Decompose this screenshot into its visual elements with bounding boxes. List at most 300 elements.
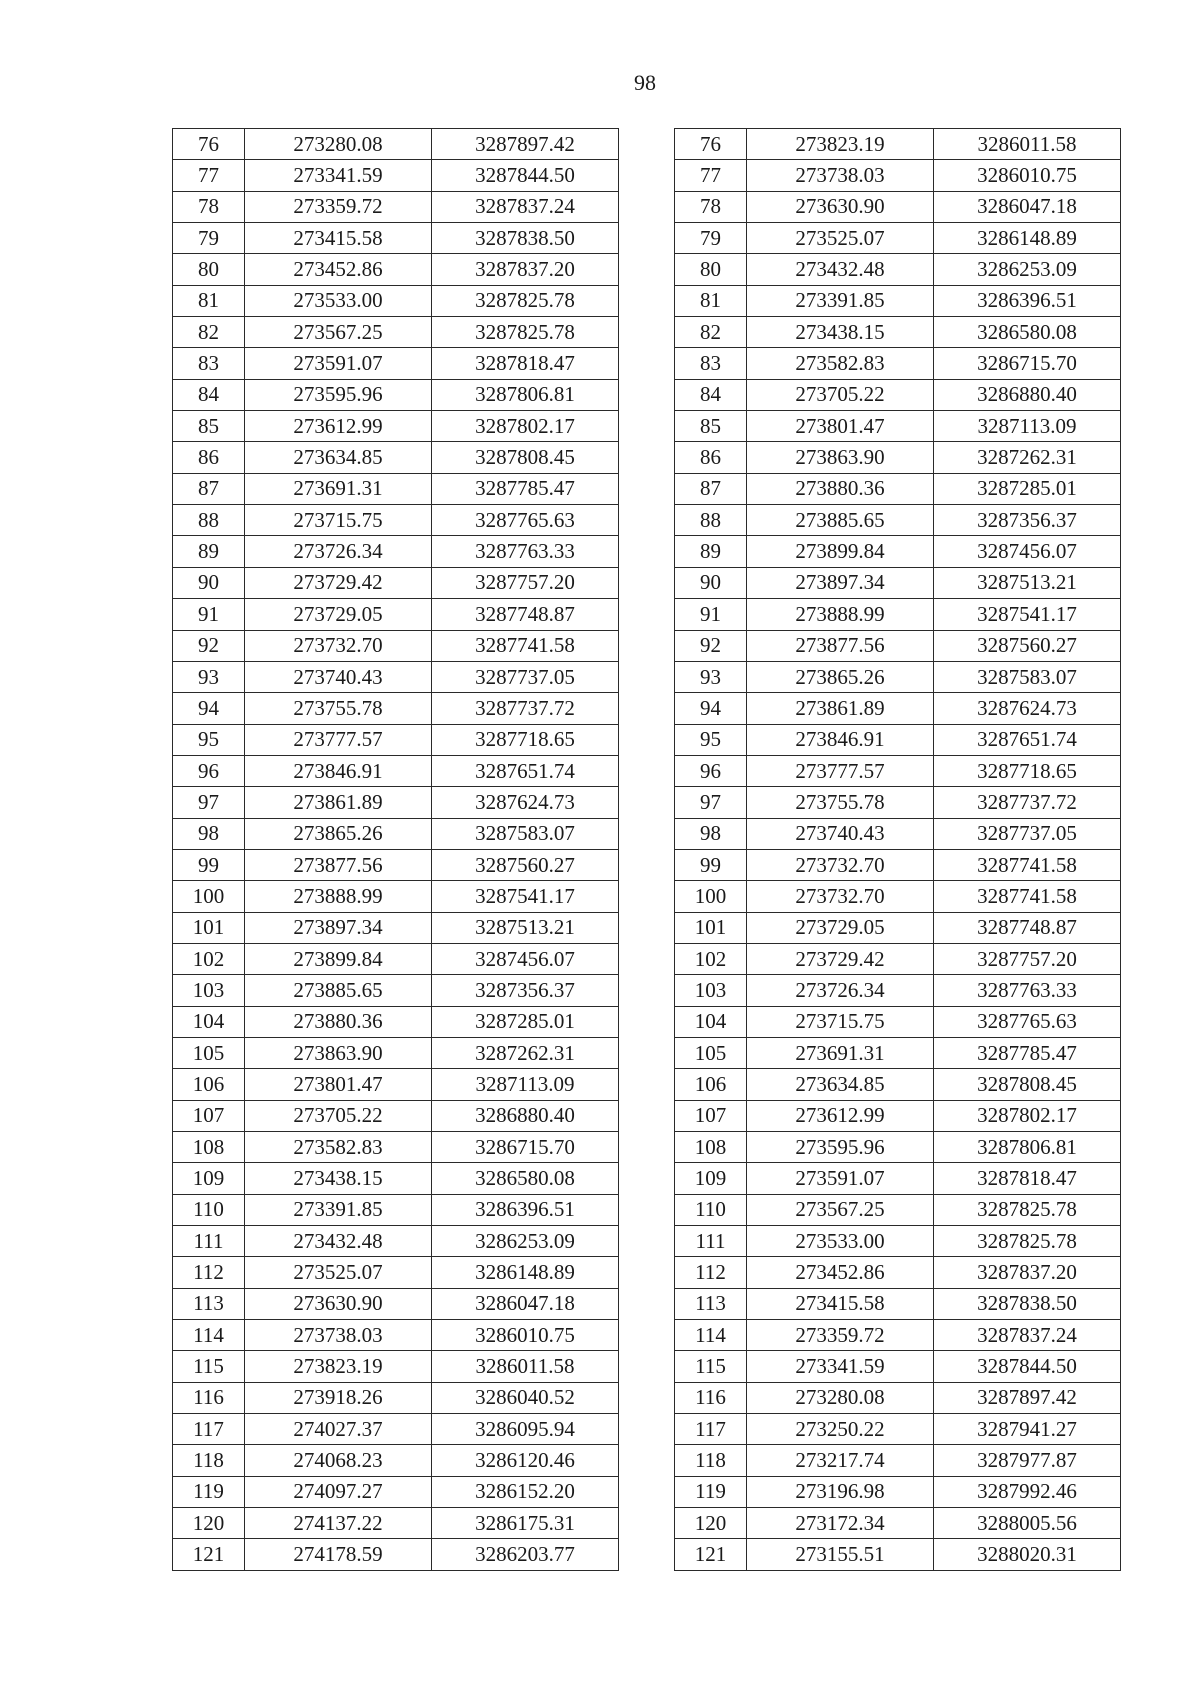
table-row xyxy=(173,599,1121,630)
right-x-coordinate: 273715.75 xyxy=(747,1006,934,1037)
table-row xyxy=(173,724,1121,755)
left-x-coordinate: 273861.89 xyxy=(245,787,432,818)
left-point-number: 77 xyxy=(173,160,245,191)
right-x-coordinate: 273880.36 xyxy=(747,473,934,504)
left-x-coordinate: 273732.70 xyxy=(245,630,432,661)
right-point-number: 113 xyxy=(675,1288,747,1319)
column-gap xyxy=(619,724,675,755)
right-x-coordinate: 273729.42 xyxy=(747,943,934,974)
right-y-coordinate: 3286715.70 xyxy=(934,348,1121,379)
left-point-number: 87 xyxy=(173,473,245,504)
left-x-coordinate: 273823.19 xyxy=(245,1351,432,1382)
right-y-coordinate: 3287737.05 xyxy=(934,818,1121,849)
right-point-number: 103 xyxy=(675,975,747,1006)
table-row xyxy=(173,348,1121,379)
left-x-coordinate: 273533.00 xyxy=(245,285,432,316)
right-x-coordinate: 273438.15 xyxy=(747,317,934,348)
column-gap xyxy=(619,1226,675,1257)
column-gap xyxy=(619,943,675,974)
left-x-coordinate: 273432.48 xyxy=(245,1226,432,1257)
left-x-coordinate: 273877.56 xyxy=(245,849,432,880)
left-point-number: 96 xyxy=(173,755,245,786)
table-row xyxy=(173,411,1121,442)
left-y-coordinate: 3287757.20 xyxy=(432,567,619,598)
table-row xyxy=(173,285,1121,316)
right-point-number: 90 xyxy=(675,567,747,598)
table-row xyxy=(173,1006,1121,1037)
coordinate-table-body xyxy=(173,129,1121,1571)
right-y-coordinate: 3287456.07 xyxy=(934,536,1121,567)
table-row xyxy=(173,160,1121,191)
left-y-coordinate: 3286120.46 xyxy=(432,1445,619,1476)
left-x-coordinate: 273415.58 xyxy=(245,223,432,254)
right-y-coordinate: 3287651.74 xyxy=(934,724,1121,755)
right-point-number: 80 xyxy=(675,254,747,285)
left-point-number: 121 xyxy=(173,1539,245,1570)
left-x-coordinate: 273755.78 xyxy=(245,693,432,724)
table-row xyxy=(173,1351,1121,1382)
table-row xyxy=(173,1414,1121,1445)
left-point-number: 119 xyxy=(173,1476,245,1507)
left-y-coordinate: 3286715.70 xyxy=(432,1132,619,1163)
table-row xyxy=(173,379,1121,410)
column-gap xyxy=(619,975,675,1006)
table-row xyxy=(173,1226,1121,1257)
left-point-number: 115 xyxy=(173,1351,245,1382)
table-row xyxy=(173,1069,1121,1100)
column-gap xyxy=(619,191,675,222)
table-row xyxy=(173,1163,1121,1194)
right-x-coordinate: 273732.70 xyxy=(747,849,934,880)
left-x-coordinate: 273885.65 xyxy=(245,975,432,1006)
table-row xyxy=(173,1508,1121,1539)
right-point-number: 88 xyxy=(675,505,747,536)
left-point-number: 86 xyxy=(173,442,245,473)
left-x-coordinate: 273888.99 xyxy=(245,881,432,912)
column-gap xyxy=(619,1539,675,1570)
left-point-number: 102 xyxy=(173,943,245,974)
right-x-coordinate: 273525.07 xyxy=(747,223,934,254)
right-point-number: 82 xyxy=(675,317,747,348)
left-point-number: 91 xyxy=(173,599,245,630)
left-x-coordinate: 273591.07 xyxy=(245,348,432,379)
column-gap xyxy=(619,442,675,473)
left-x-coordinate: 273525.07 xyxy=(245,1257,432,1288)
right-point-number: 121 xyxy=(675,1539,747,1570)
table-row xyxy=(173,1320,1121,1351)
right-point-number: 93 xyxy=(675,661,747,692)
right-y-coordinate: 3286396.51 xyxy=(934,285,1121,316)
left-point-number: 79 xyxy=(173,223,245,254)
right-point-number: 81 xyxy=(675,285,747,316)
table-row xyxy=(173,317,1121,348)
right-x-coordinate: 273861.89 xyxy=(747,693,934,724)
right-x-coordinate: 273899.84 xyxy=(747,536,934,567)
right-x-coordinate: 273432.48 xyxy=(747,254,934,285)
right-y-coordinate: 3287262.31 xyxy=(934,442,1121,473)
left-y-coordinate: 3287285.01 xyxy=(432,1006,619,1037)
left-point-number: 94 xyxy=(173,693,245,724)
left-y-coordinate: 3286880.40 xyxy=(432,1100,619,1131)
right-y-coordinate: 3287741.58 xyxy=(934,881,1121,912)
table-row xyxy=(173,975,1121,1006)
left-point-number: 84 xyxy=(173,379,245,410)
left-y-coordinate: 3287802.17 xyxy=(432,411,619,442)
table-row xyxy=(173,567,1121,598)
left-y-coordinate: 3287583.07 xyxy=(432,818,619,849)
right-point-number: 87 xyxy=(675,473,747,504)
right-y-coordinate: 3287763.33 xyxy=(934,975,1121,1006)
right-point-number: 91 xyxy=(675,599,747,630)
right-x-coordinate: 273888.99 xyxy=(747,599,934,630)
right-y-coordinate: 3286580.08 xyxy=(934,317,1121,348)
right-y-coordinate: 3287560.27 xyxy=(934,630,1121,661)
right-y-coordinate: 3286010.75 xyxy=(934,160,1121,191)
column-gap xyxy=(619,630,675,661)
right-x-coordinate: 273280.08 xyxy=(747,1382,934,1413)
left-y-coordinate: 3286047.18 xyxy=(432,1288,619,1319)
left-point-number: 118 xyxy=(173,1445,245,1476)
left-x-coordinate: 274068.23 xyxy=(245,1445,432,1476)
left-point-number: 114 xyxy=(173,1320,245,1351)
left-y-coordinate: 3287718.65 xyxy=(432,724,619,755)
left-point-number: 76 xyxy=(173,129,245,160)
right-x-coordinate: 273452.86 xyxy=(747,1257,934,1288)
table-row xyxy=(173,1288,1121,1319)
right-point-number: 85 xyxy=(675,411,747,442)
right-x-coordinate: 273705.22 xyxy=(747,379,934,410)
table-row xyxy=(173,881,1121,912)
right-point-number: 78 xyxy=(675,191,747,222)
page-number: 98 xyxy=(634,70,656,95)
left-point-number: 80 xyxy=(173,254,245,285)
table-row xyxy=(173,1257,1121,1288)
right-x-coordinate: 273877.56 xyxy=(747,630,934,661)
left-point-number: 97 xyxy=(173,787,245,818)
right-y-coordinate: 3286148.89 xyxy=(934,223,1121,254)
column-gap xyxy=(619,160,675,191)
right-x-coordinate: 273729.05 xyxy=(747,912,934,943)
right-y-coordinate: 3287748.87 xyxy=(934,912,1121,943)
left-y-coordinate: 3287737.05 xyxy=(432,661,619,692)
right-y-coordinate: 3287765.63 xyxy=(934,1006,1121,1037)
left-x-coordinate: 274097.27 xyxy=(245,1476,432,1507)
right-x-coordinate: 273391.85 xyxy=(747,285,934,316)
right-point-number: 109 xyxy=(675,1163,747,1194)
right-point-number: 100 xyxy=(675,881,747,912)
right-y-coordinate: 3287785.47 xyxy=(934,1037,1121,1068)
right-point-number: 92 xyxy=(675,630,747,661)
left-y-coordinate: 3286148.89 xyxy=(432,1257,619,1288)
left-y-coordinate: 3286095.94 xyxy=(432,1414,619,1445)
right-x-coordinate: 273250.22 xyxy=(747,1414,934,1445)
left-x-coordinate: 274027.37 xyxy=(245,1414,432,1445)
right-point-number: 107 xyxy=(675,1100,747,1131)
right-y-coordinate: 3287837.20 xyxy=(934,1257,1121,1288)
column-gap xyxy=(619,285,675,316)
left-x-coordinate: 273918.26 xyxy=(245,1382,432,1413)
right-x-coordinate: 273726.34 xyxy=(747,975,934,1006)
column-gap xyxy=(619,1132,675,1163)
left-x-coordinate: 273359.72 xyxy=(245,191,432,222)
column-gap xyxy=(619,1100,675,1131)
table-row xyxy=(173,943,1121,974)
right-x-coordinate: 273341.59 xyxy=(747,1351,934,1382)
right-y-coordinate: 3288005.56 xyxy=(934,1508,1121,1539)
left-y-coordinate: 3287541.17 xyxy=(432,881,619,912)
right-y-coordinate: 3286880.40 xyxy=(934,379,1121,410)
right-y-coordinate: 3287825.78 xyxy=(934,1226,1121,1257)
left-x-coordinate: 273801.47 xyxy=(245,1069,432,1100)
column-gap xyxy=(619,223,675,254)
table-row xyxy=(173,787,1121,818)
right-point-number: 115 xyxy=(675,1351,747,1382)
left-x-coordinate: 273391.85 xyxy=(245,1194,432,1225)
left-x-coordinate: 273595.96 xyxy=(245,379,432,410)
left-x-coordinate: 273863.90 xyxy=(245,1037,432,1068)
left-y-coordinate: 3286011.58 xyxy=(432,1351,619,1382)
column-gap xyxy=(619,1163,675,1194)
coordinate-table xyxy=(172,128,1121,1571)
column-gap xyxy=(619,1320,675,1351)
column-gap xyxy=(619,755,675,786)
column-gap xyxy=(619,912,675,943)
column-gap xyxy=(619,1069,675,1100)
left-y-coordinate: 3287737.72 xyxy=(432,693,619,724)
left-x-coordinate: 274178.59 xyxy=(245,1539,432,1570)
left-point-number: 106 xyxy=(173,1069,245,1100)
left-point-number: 112 xyxy=(173,1257,245,1288)
right-y-coordinate: 3286011.58 xyxy=(934,129,1121,160)
left-y-coordinate: 3287818.47 xyxy=(432,348,619,379)
right-point-number: 76 xyxy=(675,129,747,160)
right-x-coordinate: 273885.65 xyxy=(747,505,934,536)
left-point-number: 103 xyxy=(173,975,245,1006)
left-point-number: 113 xyxy=(173,1288,245,1319)
right-point-number: 84 xyxy=(675,379,747,410)
table-row xyxy=(173,1445,1121,1476)
right-x-coordinate: 273612.99 xyxy=(747,1100,934,1131)
column-gap xyxy=(619,317,675,348)
left-y-coordinate: 3287356.37 xyxy=(432,975,619,1006)
right-y-coordinate: 3286047.18 xyxy=(934,191,1121,222)
table-row xyxy=(173,1037,1121,1068)
right-point-number: 89 xyxy=(675,536,747,567)
left-y-coordinate: 3287844.50 xyxy=(432,160,619,191)
left-point-number: 111 xyxy=(173,1226,245,1257)
left-x-coordinate: 273612.99 xyxy=(245,411,432,442)
table-row xyxy=(173,254,1121,285)
right-x-coordinate: 273801.47 xyxy=(747,411,934,442)
table-row xyxy=(173,536,1121,567)
left-y-coordinate: 3286396.51 xyxy=(432,1194,619,1225)
left-y-coordinate: 3287825.78 xyxy=(432,317,619,348)
right-y-coordinate: 3287838.50 xyxy=(934,1288,1121,1319)
right-y-coordinate: 3287818.47 xyxy=(934,1163,1121,1194)
left-point-number: 100 xyxy=(173,881,245,912)
right-point-number: 98 xyxy=(675,818,747,849)
right-point-number: 110 xyxy=(675,1194,747,1225)
column-gap xyxy=(619,1037,675,1068)
column-gap xyxy=(619,1288,675,1319)
right-y-coordinate: 3287897.42 xyxy=(934,1382,1121,1413)
right-y-coordinate: 3287113.09 xyxy=(934,411,1121,442)
right-y-coordinate: 3287941.27 xyxy=(934,1414,1121,1445)
left-y-coordinate: 3287741.58 xyxy=(432,630,619,661)
right-y-coordinate: 3287837.24 xyxy=(934,1320,1121,1351)
right-point-number: 112 xyxy=(675,1257,747,1288)
right-x-coordinate: 273591.07 xyxy=(747,1163,934,1194)
right-y-coordinate: 3287977.87 xyxy=(934,1445,1121,1476)
column-gap xyxy=(619,567,675,598)
right-y-coordinate: 3287808.45 xyxy=(934,1069,1121,1100)
column-gap xyxy=(619,1006,675,1037)
left-x-coordinate: 273880.36 xyxy=(245,1006,432,1037)
left-point-number: 108 xyxy=(173,1132,245,1163)
table-row xyxy=(173,912,1121,943)
right-point-number: 101 xyxy=(675,912,747,943)
right-point-number: 117 xyxy=(675,1414,747,1445)
table-row xyxy=(173,1539,1121,1570)
column-gap xyxy=(619,787,675,818)
left-point-number: 109 xyxy=(173,1163,245,1194)
right-x-coordinate: 273738.03 xyxy=(747,160,934,191)
column-gap xyxy=(619,348,675,379)
right-x-coordinate: 273196.98 xyxy=(747,1476,934,1507)
left-point-number: 99 xyxy=(173,849,245,880)
left-point-number: 83 xyxy=(173,348,245,379)
right-x-coordinate: 273691.31 xyxy=(747,1037,934,1068)
column-gap xyxy=(619,599,675,630)
table-row xyxy=(173,1100,1121,1131)
left-point-number: 78 xyxy=(173,191,245,222)
left-x-coordinate: 273846.91 xyxy=(245,755,432,786)
right-x-coordinate: 273863.90 xyxy=(747,442,934,473)
right-point-number: 119 xyxy=(675,1476,747,1507)
left-x-coordinate: 273634.85 xyxy=(245,442,432,473)
left-point-number: 98 xyxy=(173,818,245,849)
left-point-number: 89 xyxy=(173,536,245,567)
column-gap xyxy=(619,1445,675,1476)
right-x-coordinate: 273732.70 xyxy=(747,881,934,912)
left-point-number: 120 xyxy=(173,1508,245,1539)
right-x-coordinate: 273415.58 xyxy=(747,1288,934,1319)
left-point-number: 82 xyxy=(173,317,245,348)
right-y-coordinate: 3287825.78 xyxy=(934,1194,1121,1225)
right-point-number: 105 xyxy=(675,1037,747,1068)
table-row xyxy=(173,442,1121,473)
right-x-coordinate: 273823.19 xyxy=(747,129,934,160)
left-x-coordinate: 273729.42 xyxy=(245,567,432,598)
column-gap xyxy=(619,661,675,692)
left-x-coordinate: 273341.59 xyxy=(245,160,432,191)
left-y-coordinate: 3287806.81 xyxy=(432,379,619,410)
left-x-coordinate: 273726.34 xyxy=(245,536,432,567)
right-point-number: 106 xyxy=(675,1069,747,1100)
left-x-coordinate: 274137.22 xyxy=(245,1508,432,1539)
left-x-coordinate: 273777.57 xyxy=(245,724,432,755)
right-x-coordinate: 273740.43 xyxy=(747,818,934,849)
left-point-number: 92 xyxy=(173,630,245,661)
right-x-coordinate: 273865.26 xyxy=(747,661,934,692)
left-x-coordinate: 273280.08 xyxy=(245,129,432,160)
left-y-coordinate: 3287262.31 xyxy=(432,1037,619,1068)
left-y-coordinate: 3287837.20 xyxy=(432,254,619,285)
right-point-number: 95 xyxy=(675,724,747,755)
right-x-coordinate: 273217.74 xyxy=(747,1445,934,1476)
left-x-coordinate: 273691.31 xyxy=(245,473,432,504)
left-x-coordinate: 273738.03 xyxy=(245,1320,432,1351)
right-y-coordinate: 3287737.72 xyxy=(934,787,1121,818)
column-gap xyxy=(619,1476,675,1507)
table-row xyxy=(173,849,1121,880)
right-y-coordinate: 3287541.17 xyxy=(934,599,1121,630)
left-y-coordinate: 3287513.21 xyxy=(432,912,619,943)
left-y-coordinate: 3287560.27 xyxy=(432,849,619,880)
column-gap xyxy=(619,254,675,285)
column-gap xyxy=(619,1351,675,1382)
left-point-number: 88 xyxy=(173,505,245,536)
right-point-number: 83 xyxy=(675,348,747,379)
right-point-number: 108 xyxy=(675,1132,747,1163)
right-x-coordinate: 273755.78 xyxy=(747,787,934,818)
left-y-coordinate: 3287897.42 xyxy=(432,129,619,160)
column-gap xyxy=(619,818,675,849)
column-gap xyxy=(619,505,675,536)
right-y-coordinate: 3287285.01 xyxy=(934,473,1121,504)
table-row xyxy=(173,191,1121,222)
column-gap xyxy=(619,1382,675,1413)
left-point-number: 117 xyxy=(173,1414,245,1445)
left-y-coordinate: 3286253.09 xyxy=(432,1226,619,1257)
right-x-coordinate: 273359.72 xyxy=(747,1320,934,1351)
right-point-number: 77 xyxy=(675,160,747,191)
left-y-coordinate: 3286040.52 xyxy=(432,1382,619,1413)
right-x-coordinate: 273582.83 xyxy=(747,348,934,379)
table-row xyxy=(173,630,1121,661)
right-y-coordinate: 3287992.46 xyxy=(934,1476,1121,1507)
right-point-number: 96 xyxy=(675,755,747,786)
right-point-number: 79 xyxy=(675,223,747,254)
column-gap xyxy=(619,849,675,880)
right-point-number: 114 xyxy=(675,1320,747,1351)
left-y-coordinate: 3287113.09 xyxy=(432,1069,619,1100)
table-row xyxy=(173,473,1121,504)
table-row xyxy=(173,818,1121,849)
left-y-coordinate: 3286580.08 xyxy=(432,1163,619,1194)
right-y-coordinate: 3287513.21 xyxy=(934,567,1121,598)
left-x-coordinate: 273729.05 xyxy=(245,599,432,630)
right-x-coordinate: 273846.91 xyxy=(747,724,934,755)
column-gap xyxy=(619,1508,675,1539)
right-point-number: 120 xyxy=(675,1508,747,1539)
right-y-coordinate: 3287624.73 xyxy=(934,693,1121,724)
table-row xyxy=(173,755,1121,786)
left-point-number: 90 xyxy=(173,567,245,598)
left-point-number: 93 xyxy=(173,661,245,692)
column-gap xyxy=(619,473,675,504)
right-x-coordinate: 273634.85 xyxy=(747,1069,934,1100)
left-y-coordinate: 3287765.63 xyxy=(432,505,619,536)
right-y-coordinate: 3287718.65 xyxy=(934,755,1121,786)
left-point-number: 95 xyxy=(173,724,245,755)
left-y-coordinate: 3286152.20 xyxy=(432,1476,619,1507)
table-row xyxy=(173,505,1121,536)
right-y-coordinate: 3287757.20 xyxy=(934,943,1121,974)
right-y-coordinate: 3287802.17 xyxy=(934,1100,1121,1131)
left-x-coordinate: 273740.43 xyxy=(245,661,432,692)
right-x-coordinate: 273533.00 xyxy=(747,1226,934,1257)
